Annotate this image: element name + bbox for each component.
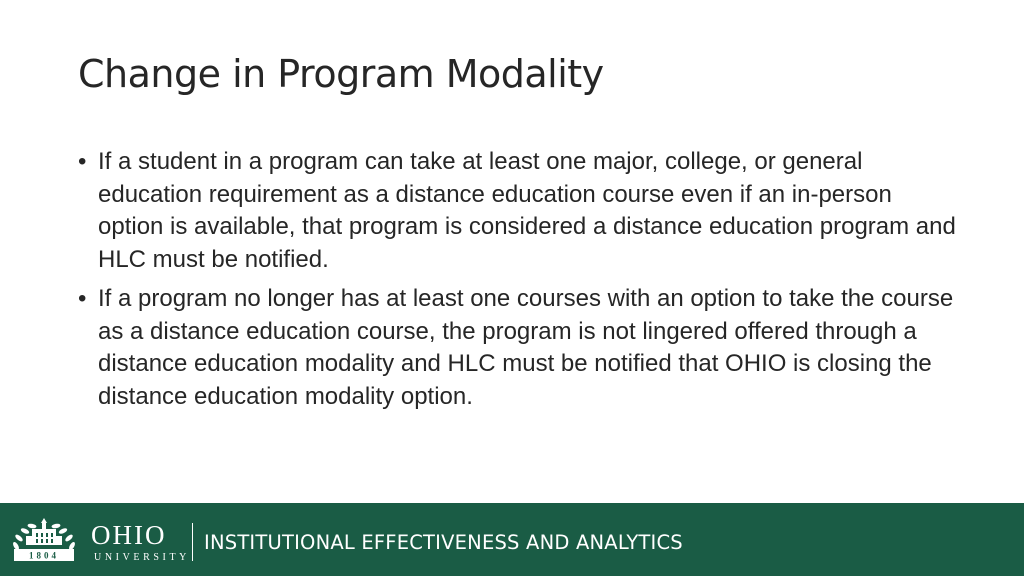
bullet-text: If a student in a program can take at least one major, college, or general education requirement as a distance education course even if an in-person option is available, that program is considered a distance education program and HLC must be notified. bbox=[98, 148, 956, 273]
university-wordmark: UNIVERSITY bbox=[94, 552, 190, 563]
bullet-dot: • bbox=[78, 148, 87, 175]
bullet-dot: • bbox=[78, 285, 87, 312]
footer-divider bbox=[192, 523, 193, 561]
slide-title: Change in Program Modality bbox=[78, 52, 604, 96]
bullet-text: If a program no longer has at least one courses with an option to take the course as a distance education course, the program is not lingered offered through a distance education modality and HLC must be notified that OHIO is closing the distance education modality option. bbox=[98, 285, 954, 410]
bullet-list bbox=[78, 146, 958, 420]
bullet-item bbox=[78, 283, 958, 413]
department-name: INSTITUTIONAL EFFECTIVENESS AND ANALYTICS bbox=[204, 531, 683, 554]
bullet-item bbox=[78, 146, 958, 276]
university-seal-icon bbox=[10, 516, 78, 564]
seal-year: 1804 bbox=[29, 550, 59, 561]
footer-bar bbox=[0, 503, 1024, 576]
ohio-wordmark: OHIO bbox=[91, 520, 167, 550]
